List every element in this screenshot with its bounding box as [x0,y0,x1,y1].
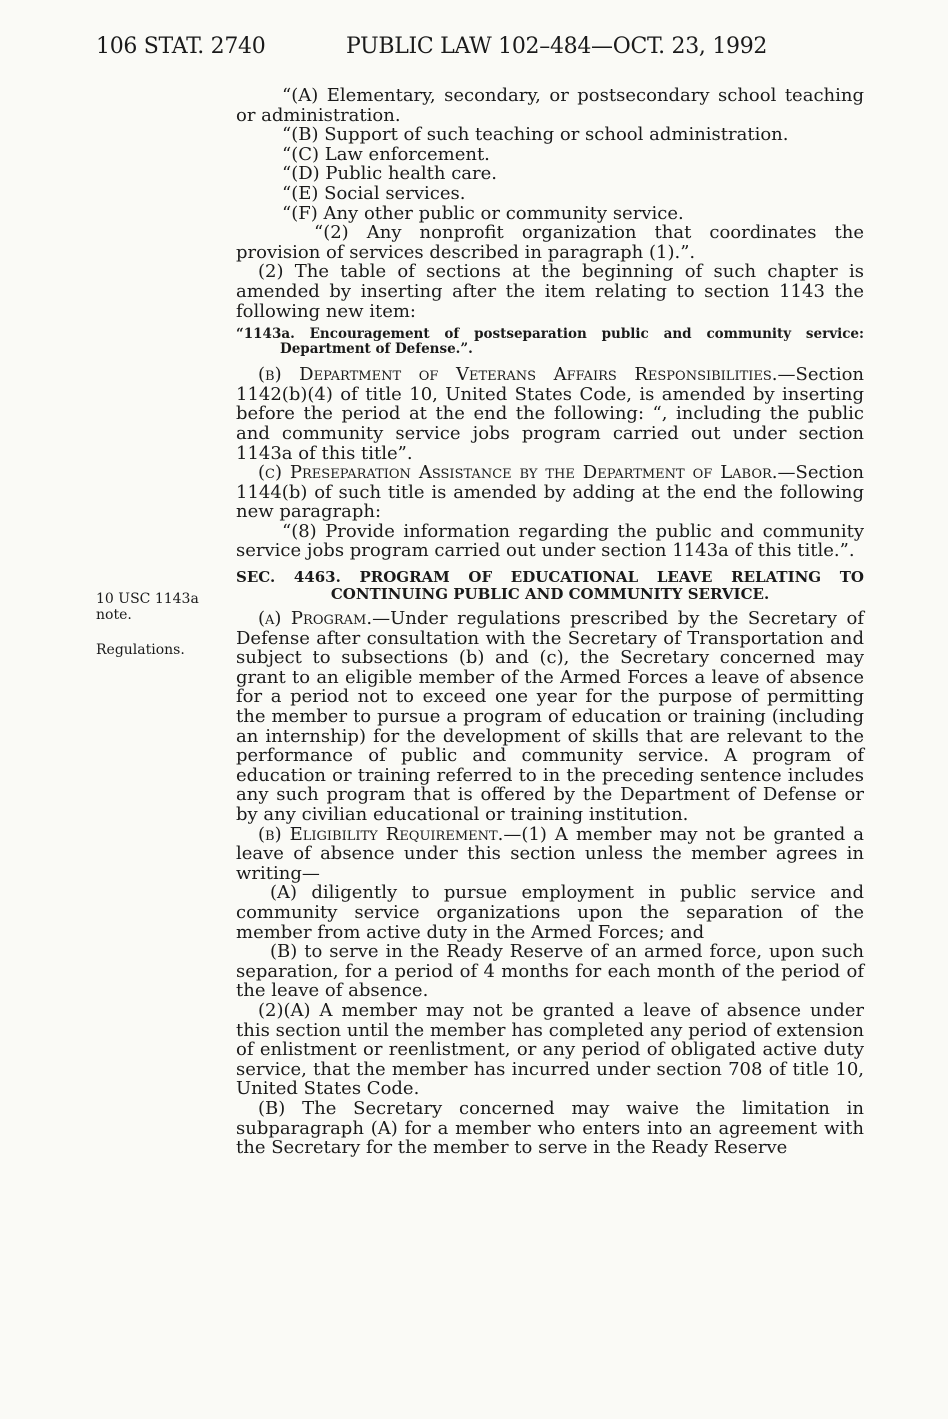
item-f: “(F) Any other public or community service. [282,202,684,224]
subsection-c-heading: (c) Preseparation Assistance by the Department of Labor. [258,462,778,484]
eligibility-b: (B) to serve in the Ready Reserve of an armed force, upon such separation, for a period of 4 months for each month of the period of the leave of absence. [236,941,864,1002]
subsection-c [236,463,864,522]
section-heading [236,569,864,603]
item-c: “(C) Law enforcement. [282,143,490,165]
paragraph-2a: (2)(A) A member may not be granted a leave of absence under this section until the member has completed any period of extension of enlistment or reenlistment, or any period of obligated active duty service, that the member has incurred under section 708 of title 10, United States Code. [236,999,864,1100]
subsection-b [236,365,864,463]
eligibility-a: (A) diligently to pursue employment in public service and community service organizations upon the separation of the member from active duty in the Armed Forces; and [236,882,864,943]
subsection-a-text: —Under regulations prescribed by the Secretary of Defense after consultation with the Secretary of Transportation and subject to subsections (b) and (c), the Secretary concerned may grant to an eligible member of the Armed Forces a leave of absence for a period not to exceed one year for the purpose of permitting the member to pursue a program of education or training (including an internship) for the development of skills that are relevant to the performance of public and community service. A program of education or training referred to in the preceding sentence includes any such program that is offered by the Department of Defense or by any civilian educational or training institution. [236,608,864,825]
subsection-a-program [236,609,864,825]
item-d: “(D) Public health care. [282,163,498,185]
table-amendment: (2) The table of sections at the beginning of such chapter is amended by inserting after the item relating to section 1143 the following new item: [236,261,864,322]
subsection-a-heading: (a) Program. [258,608,373,630]
subsection-b-text: —Section 1142(b)(4) of title 10, United States Code, is amended by inserting before the period at the end the following: “, including the public and community service jobs program carried out under section 1143a of this title”. [236,364,864,464]
page-citation: 106 STAT. 2740 [96,34,266,59]
running-header [96,34,856,68]
paragraph-2: “(2) Any nonprofit organization that coordinates the provision of services described in paragraph (1).”. [236,222,864,263]
item-a: “(A) Elementary, secondary, or postsecondary school teaching or administration. [236,85,864,126]
item-b: “(B) Support of such teaching or school administration. [282,124,789,146]
new-table-item: “1143a. Encouragement of postseparation public and community service: Department of Defense.”. [236,326,864,358]
subsection-b-heading: (b) Department of Veterans Affairs Responsibilities. [258,364,778,386]
subsection-b-elig-heading: (b) Eligibility Requirement. [258,823,504,845]
section-heading-line2: CONTINUING PUBLIC AND COMMUNITY SERVICE. [330,585,770,604]
subsection-b-eligibility [236,825,864,884]
paragraph-8: “(8) Provide information regarding the public and community service jobs program carried out under section 1143a of this title.”. [236,520,864,562]
subsection-c-text: —Section 1144(b) of such title is amended by adding at the end the following new paragraph: [236,462,864,523]
item-e: “(E) Social services. [282,182,466,204]
section-heading-line1: SEC. 4463. PROGRAM OF EDUCATIONAL LEAVE RELATING TO [236,568,864,587]
body-text [236,86,864,1158]
paragraph-2b: (B) The Secretary concerned may waive the limitation in subparagraph (A) for a member who enters into an agreement with the Secretary for the member to serve in the Ready Reserve [236,1097,864,1159]
margin-note-usc: 10 USC 1143a note. [96,591,199,623]
subsection-b-elig-text: —(1) A member may not be granted a leave of absence under this section unless the member agrees in writing— [236,823,865,884]
law-title: PUBLIC LAW 102–484—OCT. 23, 1992 [346,34,768,59]
margin-note-regulations: Regulations. [96,642,185,658]
